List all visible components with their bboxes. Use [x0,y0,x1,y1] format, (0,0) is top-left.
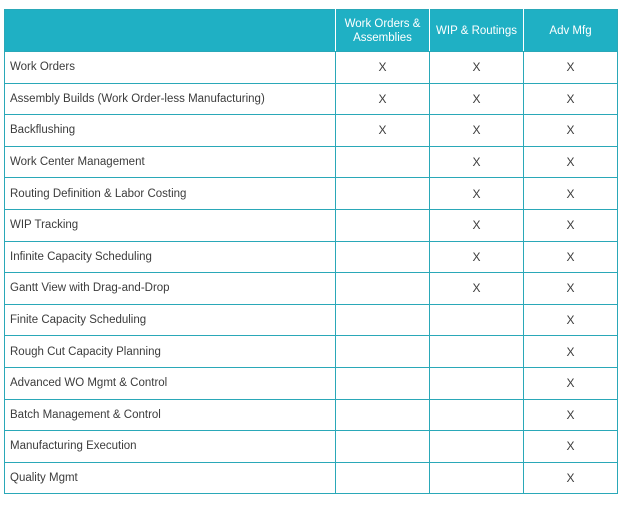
feature-name-cell: WIP Tracking [5,209,336,241]
adv-mfg-mark: X [524,462,618,494]
adv-mfg-mark: X [524,146,618,178]
wip-routings-mark: X [430,52,524,84]
adv-mfg-mark: X [524,241,618,273]
header-feature-column [5,10,336,52]
wip-routings-mark [430,336,524,368]
adv-mfg-mark: X [524,83,618,115]
work-orders-assemblies-mark [336,146,430,178]
feature-name-cell: Manufacturing Execution [5,431,336,463]
work-orders-assemblies-mark [336,399,430,431]
wip-routings-mark: X [430,146,524,178]
feature-name-cell: Assembly Builds (Work Order-less Manufacturing) [5,83,336,115]
header-wip-routings: WIP & Routings [430,10,524,52]
table-row [5,83,618,115]
adv-mfg-mark: X [524,367,618,399]
adv-mfg-mark: X [524,178,618,210]
table-row [5,399,618,431]
work-orders-assemblies-mark [336,241,430,273]
work-orders-assemblies-mark [336,431,430,463]
wip-routings-mark [430,367,524,399]
work-orders-assemblies-mark: X [336,52,430,84]
work-orders-assemblies-mark [336,304,430,336]
table-row [5,431,618,463]
work-orders-assemblies-mark: X [336,115,430,147]
wip-routings-mark [430,431,524,463]
feature-name-cell: Finite Capacity Scheduling [5,304,336,336]
feature-name-cell: Routing Definition & Labor Costing [5,178,336,210]
wip-routings-mark [430,304,524,336]
adv-mfg-mark: X [524,115,618,147]
header-work-orders-assemblies: Work Orders & Assemblies [336,10,430,52]
work-orders-assemblies-mark [336,209,430,241]
feature-name-cell: Quality Mgmt [5,462,336,494]
feature-name-cell: Advanced WO Mgmt & Control [5,367,336,399]
wip-routings-mark [430,462,524,494]
adv-mfg-mark: X [524,52,618,84]
table-row [5,241,618,273]
wip-routings-mark: X [430,83,524,115]
feature-name-cell: Gantt View with Drag-and-Drop [5,273,336,305]
feature-name-cell: Work Center Management [5,146,336,178]
adv-mfg-mark: X [524,336,618,368]
adv-mfg-mark: X [524,209,618,241]
feature-name-cell: Backflushing [5,115,336,147]
work-orders-assemblies-mark [336,178,430,210]
table-row [5,115,618,147]
feature-name-cell: Work Orders [5,52,336,84]
adv-mfg-mark: X [524,304,618,336]
table-header-row [5,10,618,52]
feature-comparison-table [4,9,618,494]
wip-routings-mark: X [430,241,524,273]
wip-routings-mark: X [430,115,524,147]
table-row [5,462,618,494]
table-row [5,273,618,305]
table-row [5,146,618,178]
work-orders-assemblies-mark [336,462,430,494]
adv-mfg-mark: X [524,273,618,305]
wip-routings-mark: X [430,209,524,241]
wip-routings-mark [430,399,524,431]
header-adv-mfg: Adv Mfg [524,10,618,52]
table-row [5,209,618,241]
feature-name-cell: Infinite Capacity Scheduling [5,241,336,273]
table-row [5,304,618,336]
feature-name-cell: Batch Management & Control [5,399,336,431]
work-orders-assemblies-mark: X [336,83,430,115]
work-orders-assemblies-mark [336,367,430,399]
table-row [5,367,618,399]
table-row [5,178,618,210]
work-orders-assemblies-mark [336,273,430,305]
wip-routings-mark: X [430,273,524,305]
work-orders-assemblies-mark [336,336,430,368]
table-row [5,336,618,368]
adv-mfg-mark: X [524,431,618,463]
adv-mfg-mark: X [524,399,618,431]
feature-name-cell: Rough Cut Capacity Planning [5,336,336,368]
wip-routings-mark: X [430,178,524,210]
table-row [5,52,618,84]
